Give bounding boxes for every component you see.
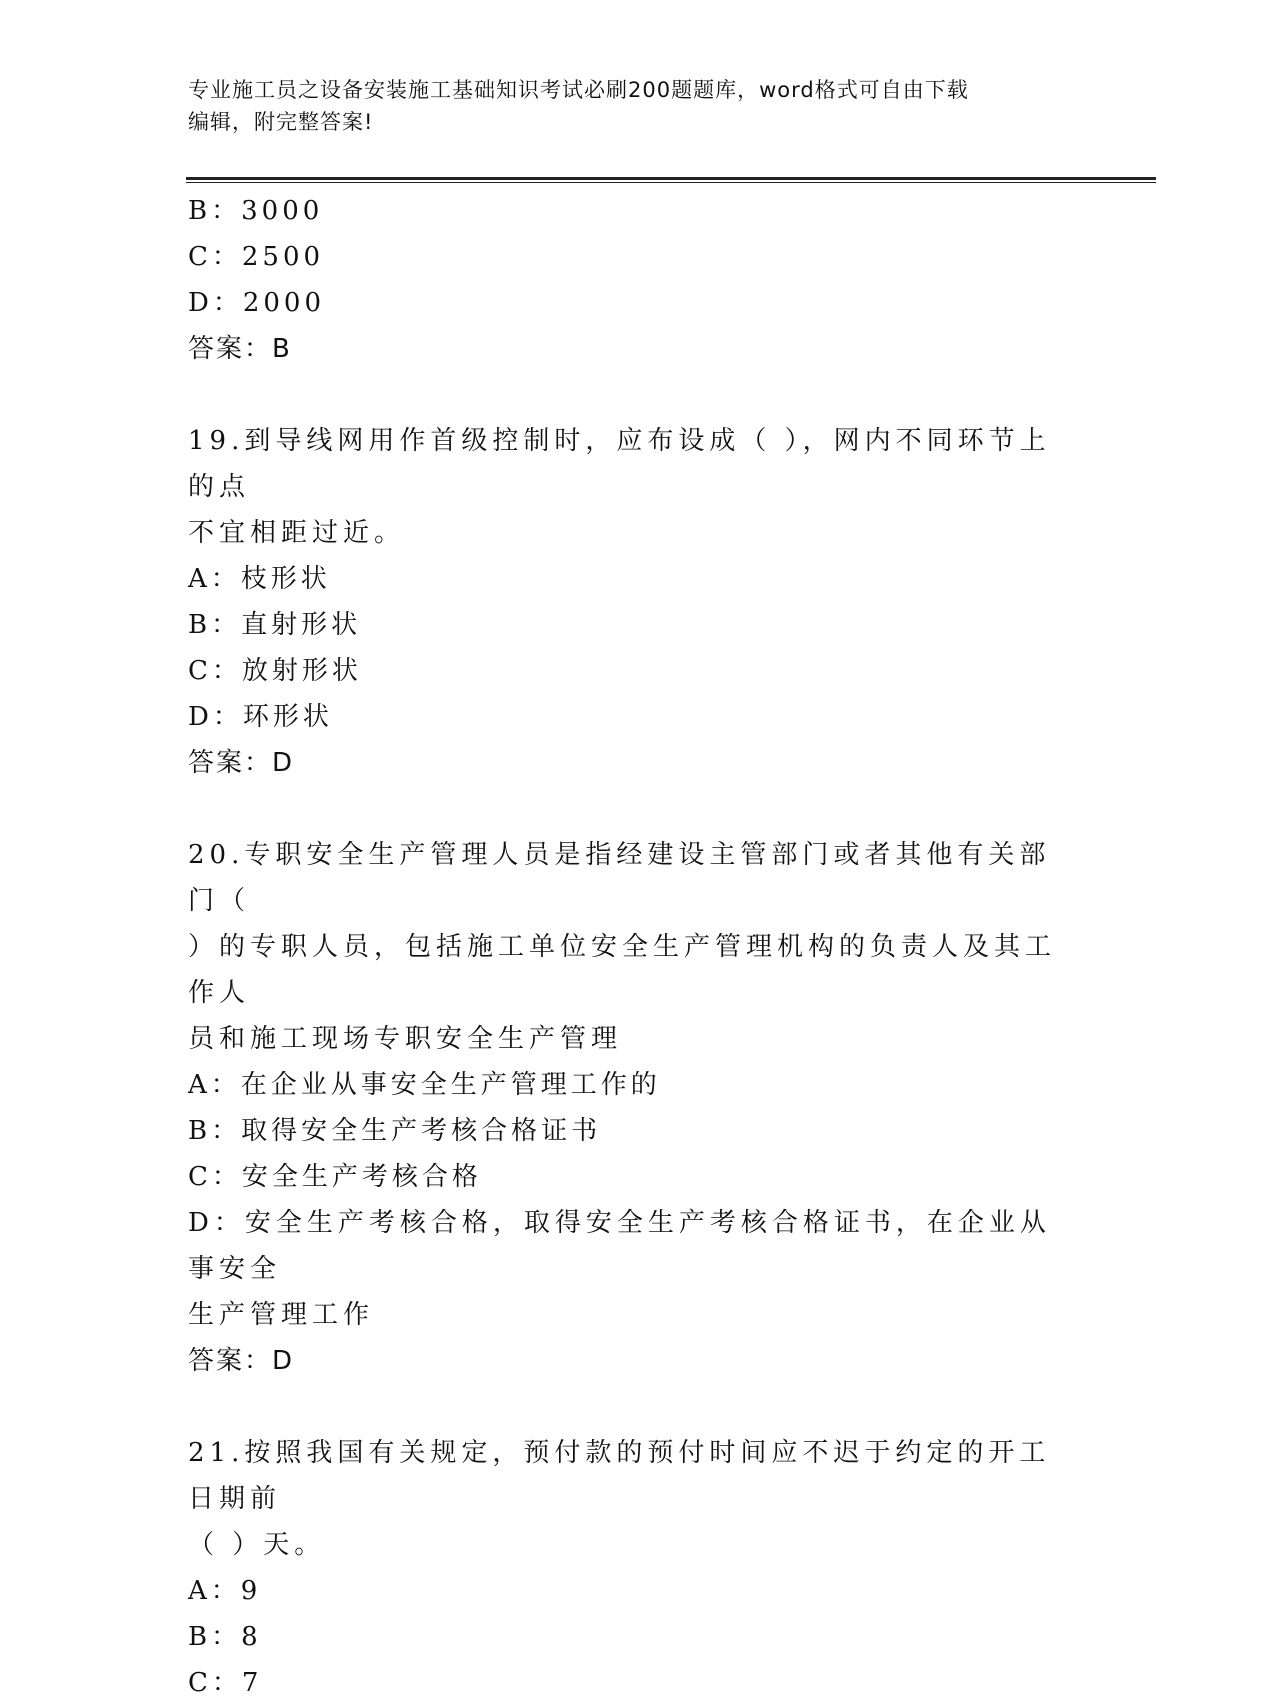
question-content [188, 188, 1088, 1706]
option-a: A：9 [188, 1576, 262, 1606]
header-divider-thick [186, 177, 1156, 180]
answer: 答案：B [188, 334, 292, 364]
question-text-line-2: ）的专职人员，包括施工单位安全生产管理机构的负责人及其工作人 [188, 932, 1057, 1008]
header-divider-thin [186, 182, 1156, 183]
question-text-line-2: 不宜相距过近。 [188, 518, 406, 548]
option-d-line-1: D：安全生产考核合格，取得安全生产考核合格证书，在企业从事安全 [188, 1208, 1051, 1284]
question-21 [188, 1430, 1088, 1706]
option-c: C：7 [188, 1668, 263, 1698]
question-text-line-3: 员和施工现场专职安全生产管理 [188, 1024, 623, 1054]
option-c: C：安全生产考核合格 [188, 1162, 482, 1192]
document-header [188, 74, 1068, 138]
question-text-line-1: 21.按照我国有关规定，预付款的预付时间应不迟于约定的开工日期前 [188, 1438, 1051, 1514]
option-a: A：在企业从事安全生产管理工作的 [188, 1070, 661, 1100]
question-text-line-1: 20.专职安全生产管理人员是指经建设主管部门或者其他有关部门（ [188, 840, 1051, 916]
header-title-line-1: 专业施工员之设备安装施工基础知识考试必刷200题题库，word格式可自由下载 [188, 78, 969, 102]
option-d: D：2000 [188, 288, 326, 318]
option-d-line-2: 生产管理工作 [188, 1300, 375, 1330]
option-b: B：取得安全生产考核合格证书 [188, 1116, 602, 1146]
header-title-line-2: 编辑，附完整答案! [188, 110, 374, 134]
option-c: C：2500 [188, 242, 325, 272]
answer: 答案：D [188, 748, 295, 778]
option-c: C：放射形状 [188, 656, 362, 686]
question-text-line-1: 19.到导线网用作首级控制时，应布设成（ ），网内不同环节上的点 [188, 426, 1051, 502]
answer: 答案：D [188, 1346, 295, 1376]
question-19 [188, 418, 1088, 786]
option-b: B：3000 [188, 196, 324, 226]
question-text-line-2: （ ）天。 [188, 1530, 326, 1560]
option-b: B：直射形状 [188, 610, 362, 640]
option-b: B：8 [188, 1622, 262, 1652]
option-d: D：环形状 [188, 702, 333, 732]
option-a: A：枝形状 [188, 564, 331, 594]
question-20 [188, 832, 1088, 1384]
question-18 [188, 188, 1088, 372]
